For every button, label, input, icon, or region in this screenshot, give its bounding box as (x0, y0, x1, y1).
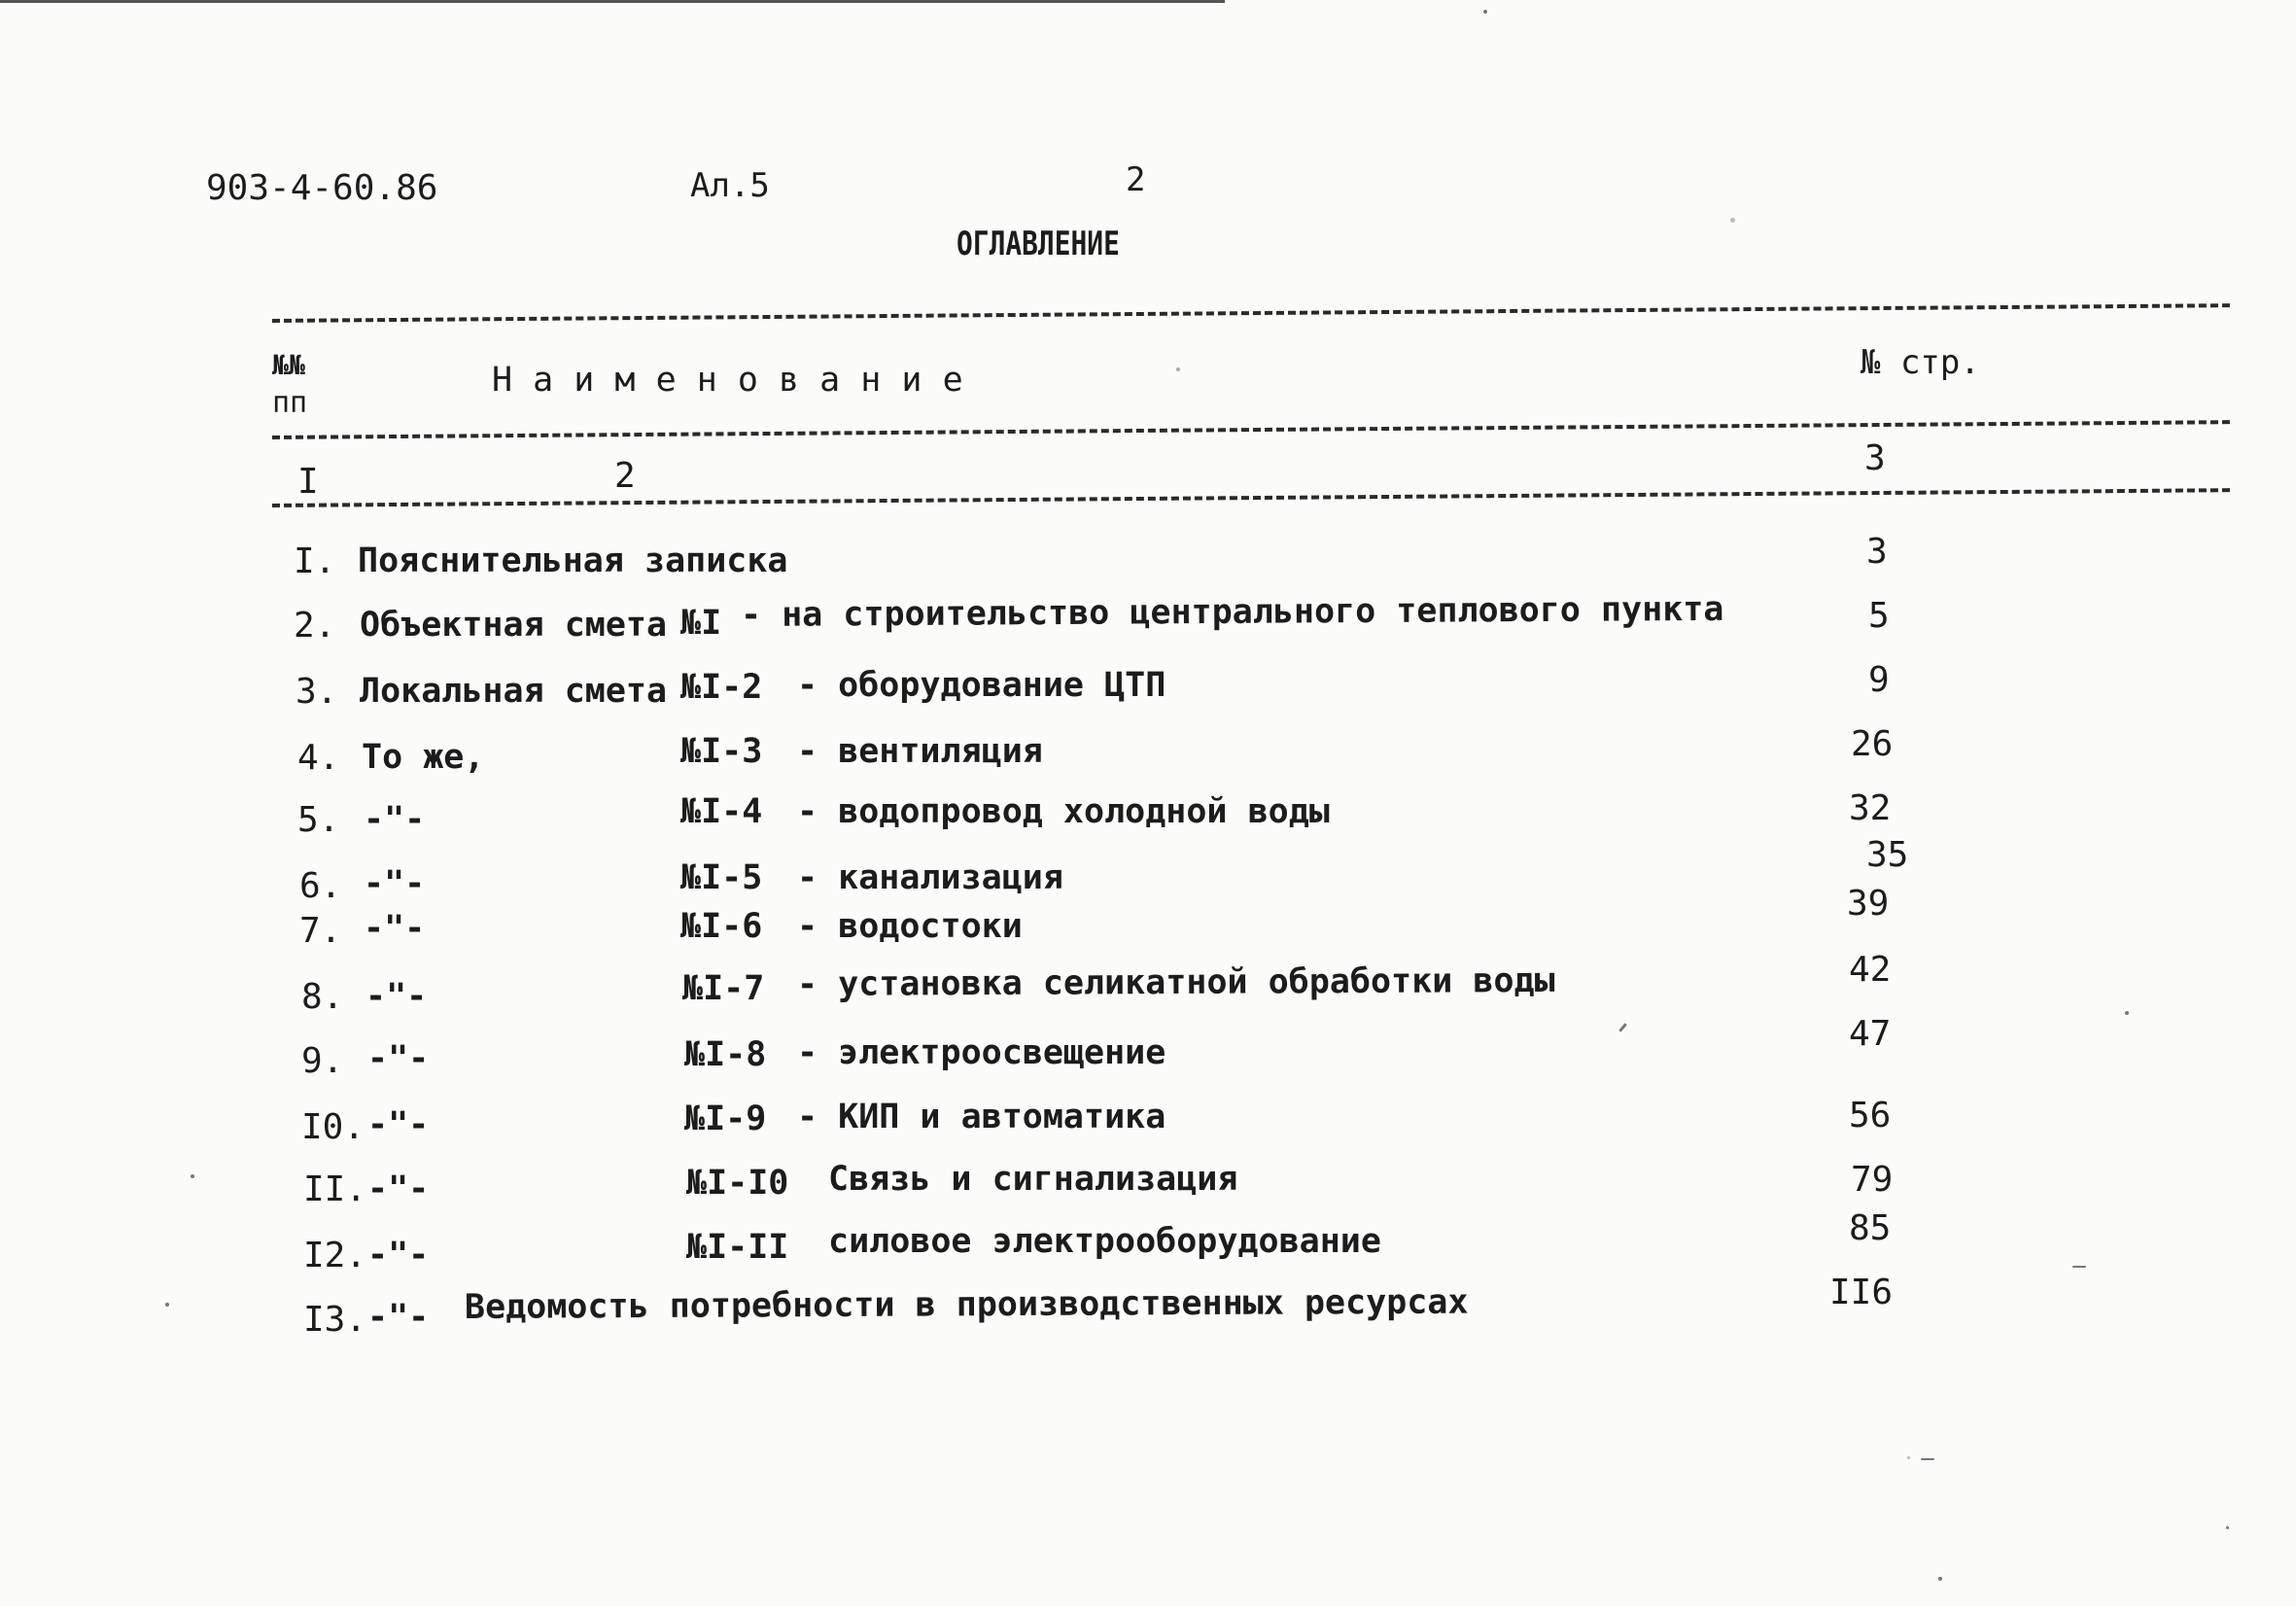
item-code: №I-8 (684, 1035, 767, 1074)
scan-edge (0, 0, 1225, 3)
item-description: - оборудование ЦТП (797, 666, 1166, 705)
scan-speck (1176, 367, 1180, 371)
table-rule-middle (272, 420, 2230, 439)
item-page: II6 (1829, 1273, 1894, 1312)
item-name: -"- (367, 1236, 430, 1274)
item-description: - установка селикатной обработки воды (796, 960, 1555, 1004)
item-name: Локальная смета (360, 672, 668, 711)
item-description: - на строительство центрального теплового пункта (740, 589, 1724, 635)
col-index-3: 3 (1864, 438, 1886, 478)
table-rule-top (272, 303, 2230, 323)
item-name: -"- (367, 1170, 430, 1208)
item-page: 42 (1849, 950, 1892, 990)
item-name: -"- (365, 977, 428, 1016)
scan-speck (1938, 1577, 1942, 1581)
col-page-label: № стр. (1861, 343, 1980, 382)
item-description: - водопровод холодной воды (797, 792, 1330, 831)
item-description: - водостоки (797, 907, 1023, 946)
scan-speck (2226, 1526, 2229, 1529)
item-code: №I-2 (680, 668, 763, 707)
item-name: Пояснительная записка (358, 541, 788, 580)
item-name: -"- (364, 864, 426, 903)
scan-speck (1921, 1458, 1934, 1460)
item-description: Ведомость потребности в производственных ресурсах (464, 1282, 1469, 1327)
item-name: -"- (367, 1105, 430, 1144)
item-description: силовое электрооборудование (828, 1222, 1381, 1261)
item-code: №I-6 (680, 907, 763, 946)
scan-speck (1483, 10, 1487, 14)
scan-speck (1907, 1456, 1910, 1459)
item-number: 4. (297, 738, 340, 778)
item-number: 8. (301, 977, 344, 1017)
item-number: 7. (299, 911, 342, 951)
item-number: II. (303, 1170, 367, 1209)
item-page: 26 (1851, 724, 1894, 764)
col-name-label: Н а и м е н о в а н и е (492, 361, 963, 400)
item-name: -"- (364, 909, 426, 948)
item-number: 6. (299, 866, 342, 906)
item-description: - вентиляция (797, 732, 1043, 771)
item-number: 3. (296, 672, 338, 712)
item-description: - электроосвещение (797, 1033, 1166, 1072)
item-page: 85 (1849, 1208, 1892, 1248)
item-code: №I (680, 604, 722, 643)
item-page: 35 (1866, 835, 1909, 875)
item-number: 9. (301, 1041, 344, 1081)
item-page: 79 (1851, 1160, 1894, 1200)
item-number: I0. (301, 1107, 365, 1147)
item-number: 5. (297, 800, 340, 840)
col-index-1: I (297, 462, 319, 502)
item-name: То же, (362, 738, 485, 777)
item-name: Объектная смета (360, 606, 668, 645)
scan-speck (191, 1174, 194, 1178)
item-number: I2. (303, 1236, 367, 1275)
col-num-label-2: пп (272, 386, 308, 420)
item-number: 2. (294, 606, 336, 646)
scan-speck (2125, 1011, 2129, 1015)
item-page: 5 (1868, 596, 1890, 636)
item-page: 39 (1847, 884, 1890, 924)
page-number: 2 (1126, 160, 1146, 199)
page-title: ОГЛАВЛЕНИЕ (957, 225, 1120, 263)
item-page: 32 (1849, 788, 1892, 828)
col-index-2: 2 (614, 456, 636, 496)
item-page: 3 (1866, 532, 1888, 572)
item-code: №I-9 (684, 1100, 767, 1138)
item-name: -"- (364, 800, 426, 839)
item-code: №I-4 (680, 792, 763, 831)
item-code: №I-5 (680, 858, 763, 897)
item-code: №I-7 (682, 969, 765, 1008)
item-code: №I-3 (680, 732, 763, 771)
item-name: -"- (367, 1039, 430, 1078)
item-description: Связь и сигнализация (828, 1160, 1238, 1199)
item-code: №I-II (686, 1228, 789, 1267)
item-name: -"- (367, 1298, 430, 1337)
item-page: 9 (1868, 660, 1890, 700)
item-page: 56 (1849, 1096, 1892, 1135)
item-code: №I-I0 (686, 1164, 789, 1203)
album-number: Ал.5 (690, 166, 770, 205)
item-description: - канализация (797, 858, 1063, 897)
scan-speck (1618, 1023, 1627, 1032)
item-number: I3. (303, 1300, 367, 1340)
scan-speck (165, 1303, 169, 1307)
scan-speck (1730, 218, 1735, 223)
item-description: - КИП и автоматика (797, 1098, 1166, 1136)
doc-code: 903-4-60.86 (206, 168, 438, 208)
col-num-label-1: №№ (272, 349, 305, 381)
scan-speck (2072, 1266, 2086, 1268)
table-rule-bottom (272, 488, 2230, 507)
item-page: 47 (1849, 1014, 1892, 1054)
item-number: I. (294, 541, 336, 581)
